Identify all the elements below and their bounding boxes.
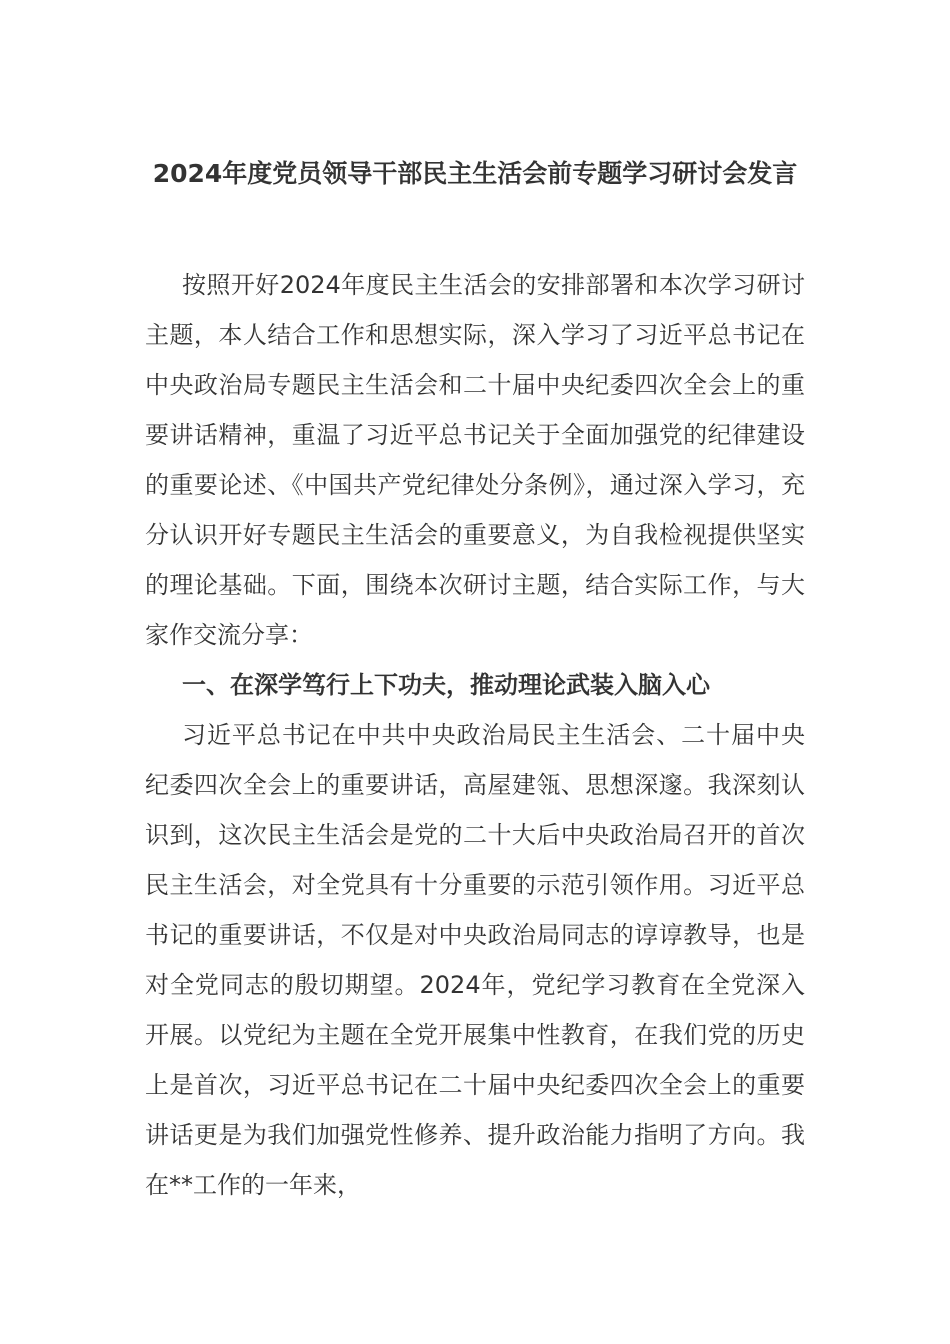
section-1-paragraph: 习近平总书记在中共中央政治局民主生活会、二十届中央纪委四次全会上的重要讲话，高屋建瓴、思想深邃。我深刻认识到，这次民主生活会是党的二十大后中央政治局召开的首次民主生活会，对全党具有十分重要的示范引领作用。习近平总书记的重要讲话，不仅是对中央政治局同志的谆谆教导，也是对全党同志的殷切期望。2024年，党纪学习教育在全党深入开展。以党纪为主题在全党开展集中性教育，在我们党的历史上是首次，习近平总书记在二十届中央纪委四次全会上的重要讲话更是为我们加强党性修养、提升政治能力指明了方向。我在**工作的一年来， <box>145 721 805 1199</box>
section-heading-1: 一、在深学笃行上下功夫，推动理论武装入脑入心 <box>182 671 710 699</box>
document-body <box>145 260 805 1210</box>
intro-paragraph: 按照开好2024年度民主生活会的安排部署和本次学习研讨主题，本人结合工作和思想实际，深入学习了习近平总书记在中央政治局专题民主生活会和二十届中央纪委四次全会上的重要讲话精神，重温了习近平总书记关于全面加强党的纪律建设的重要论述、《中国共产党纪律处分条例》，通过深入学习，充分认识开好专题民主生活会的重要意义，为自我检视提供坚实的理论基础。下面，围绕本次研讨主题，结合实际工作，与大家作交流分享： <box>145 271 805 649</box>
document-title: 2024年度党员领导干部民主生活会前专题学习研讨会发言 <box>152 159 798 188</box>
